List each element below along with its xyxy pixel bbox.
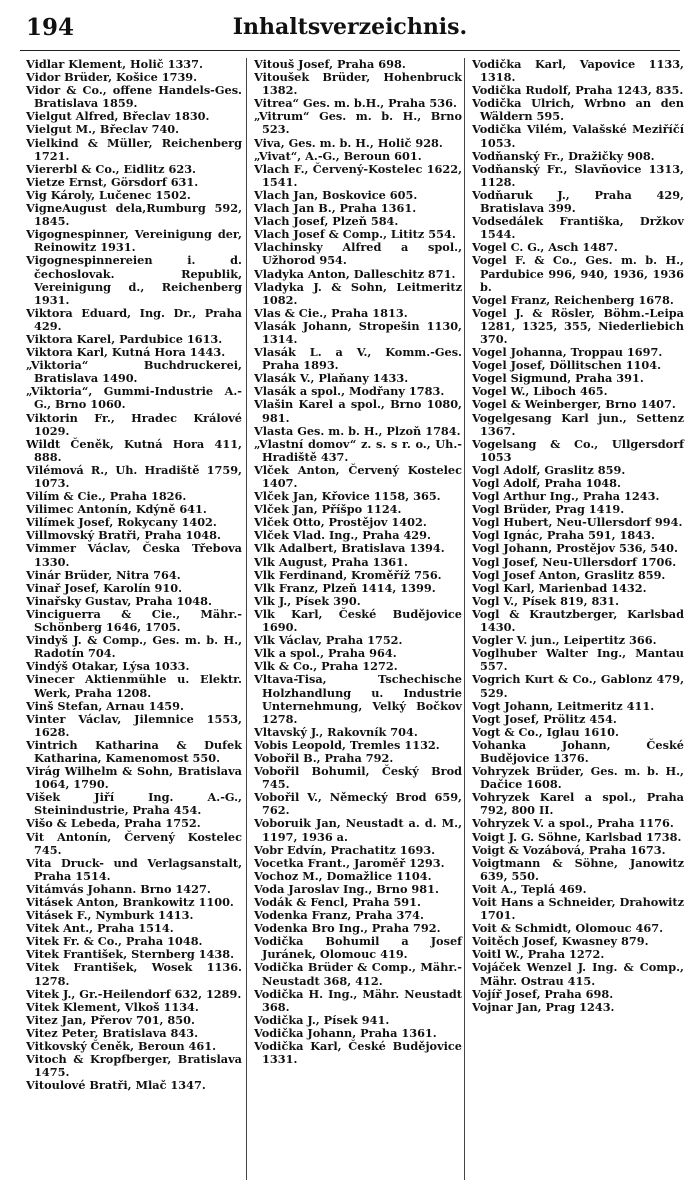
- index-entry: Vitek Klement, Vlkoš 1134.: [26, 999, 199, 1014]
- index-entry: Vindýš Otakar, Lýsa 1033.: [26, 659, 190, 674]
- index-entry: Vogl Arthur Ing., Praha 1243.: [472, 489, 660, 504]
- index-entry: Vitek František, Sternberg 1438.: [26, 947, 235, 962]
- index-entry: „Vivat“, A.-G., Beroun 601.: [254, 148, 422, 163]
- index-entry: Vodňaruk J., Praha 429, Bratislava 399.: [472, 187, 684, 216]
- index-entry: Vogel & Weinberger, Brno 1407.: [472, 397, 676, 412]
- index-entry: Voglhuber Walter Ing., Mantau 557.: [472, 646, 684, 674]
- column-divider: [464, 58, 465, 1180]
- index-entry: Voboruik Jan, Neustadt a. d. M., 1197, 1936 a.: [254, 816, 462, 844]
- index-entry: Vogel Franz, Reichenberg 1678.: [472, 292, 674, 307]
- index-entry: Vogel C. G., Asch 1487.: [472, 240, 618, 255]
- index-entry: Vodička Johann, Praha 1361.: [254, 1025, 437, 1040]
- index-entry: Voitl W., Praha 1272.: [472, 947, 605, 962]
- index-entry: „Viktoria“, Gummi-Industrie A.-G., Brno 1060.: [26, 384, 242, 412]
- index-entry: Vlašin Karel a spol., Brno 1080, 981.: [254, 397, 462, 425]
- index-entry: Voitěch Josef, Kwasney 879.: [472, 934, 649, 949]
- column-divider: [246, 58, 247, 1180]
- index-entry: Vojáček Wenzel J. Ing. & Comp., Mähr. Ostrau 415.: [472, 960, 684, 988]
- index-entry: Vinařsky Gustav, Praha 1048.: [26, 593, 212, 608]
- index-entry: Virág Wilhelm & Sohn, Bratislava 1064, 1790.: [26, 764, 242, 792]
- index-entry: „Viktoria“ Buchdruckerei, Bratislava 1490.: [26, 358, 242, 386]
- index-entry: Vodička Bohumil a Josef Juránek, Olomouc 419.: [254, 934, 462, 962]
- index-entry: Vitez Jan, Přerov 701, 850.: [26, 1012, 195, 1027]
- index-entry: Vlk Adalbert, Bratislava 1394.: [254, 541, 445, 556]
- index-entry: Vintrich Katharina & Dufek Katharina, Kamenomost 550.: [26, 737, 242, 765]
- index-entry: Višo & Lebeda, Praha 1752.: [26, 816, 201, 831]
- index-entry: Vindyš J. & Comp., Ges. m. b. H., Radotín 704.: [26, 633, 242, 661]
- index-entry: Viktora Karel, Pardubice 1613.: [26, 331, 223, 346]
- index-entry: Vlk Václav, Praha 1752.: [254, 633, 403, 648]
- index-entry: Vig Károly, Lučenec 1502.: [26, 187, 191, 202]
- index-entry: Voit & Schmidt, Olomouc 467.: [472, 921, 664, 936]
- index-entry: Vinař Josef, Karolín 910.: [26, 580, 183, 595]
- index-entry: „Vlastní domov“ z. s. s r. o., Uh.-Hradiště 437.: [254, 436, 462, 464]
- page-number: 194: [26, 14, 75, 41]
- index-entry: Vietze Ernst, Görsdorf 631.: [26, 174, 199, 189]
- index-entry: Vinter Václav, Jilemnice 1553, 1628.: [26, 711, 242, 739]
- index-entry: Vitoch & Kropfberger, Bratislava 1475.: [26, 1052, 242, 1080]
- index-entry: Vogel Johanna, Troppau 1697.: [472, 345, 663, 360]
- index-entry: Vlach Josef, Plzeň 584.: [254, 214, 399, 229]
- index-entry: Vlasák Johann, Stropešin 1130, 1314.: [254, 318, 462, 346]
- index-entry: Voit A., Teplá 469.: [472, 881, 587, 896]
- index-entry: Vlach Jan, Boskovice 605.: [254, 187, 418, 202]
- index-entry: Vitrea“ Ges. m. b.H., Praha 536.: [254, 96, 457, 111]
- index-entry: Vodňanský Fr., Dražičky 908.: [472, 148, 655, 163]
- index-entry: Vilémová R., Uh. Hradiště 1759, 1073.: [26, 462, 242, 490]
- index-entry: Vlček Jan, Křovice 1158, 365.: [254, 489, 441, 504]
- index-entry: Vodňanský Fr., Slavňovice 1313, 1128.: [472, 161, 684, 189]
- index-entry: Vigognespinner, Vereinigung der, Reinowitz 1931.: [26, 227, 242, 255]
- index-entry: Voigtmann & Söhne, Janowitz 639, 550.: [472, 855, 684, 883]
- index-entry: Vodička Ulrich, Wrbno an den Wäldern 595.: [472, 96, 684, 124]
- index-entry: Višek Jiří Ing. A.-G., Steinindustrie, Praha 454.: [26, 790, 242, 818]
- index-entry: Vitkovský Čeněk, Beroun 461.: [26, 1039, 217, 1054]
- index-entry: Vobis Leopold, Tremles 1132.: [254, 737, 440, 752]
- index-entry: Vinš Stefan, Arnau 1459.: [26, 698, 184, 713]
- page-header: [20, 8, 680, 46]
- index-entry: Vitek Fr. & Co., Praha 1048.: [26, 934, 203, 949]
- index-entry: Vlk a spol., Praha 964.: [254, 646, 397, 661]
- index-entry: Vlasta Ges. m. b. H., Plzoň 1784.: [254, 423, 461, 438]
- index-entry: Vlach Josef & Comp., Lititz 554.: [254, 227, 456, 242]
- index-entry: Vit Antonín, Červený Kostelec 745.: [26, 829, 242, 857]
- index-entry: Vitásek Anton, Brankowitz 1100.: [26, 895, 234, 909]
- index-entry: Vlček Vlad. Ing., Praha 429.: [254, 528, 431, 543]
- index-entry: Vogel Josef, Döllitschen 1104.: [472, 358, 662, 373]
- index-entry: Vilímek Josef, Rokycany 1402.: [26, 515, 217, 530]
- header-rule: [20, 50, 680, 51]
- index-entry: Vohanka Johann, České Budějovice 1376.: [472, 737, 684, 765]
- index-entry: Vitek J., Gr.-Heilendorf 632, 1289.: [26, 986, 242, 1001]
- index-entry: Viktora Eduard, Ing. Dr., Praha 429.: [26, 305, 242, 333]
- index-entry: Vlach F., Červený-Kostelec 1622, 1541.: [254, 161, 462, 189]
- index-entry: Viva, Ges. m. b. H., Holič 928.: [254, 135, 443, 150]
- index-entry: Vlk & Co., Praha 1272.: [254, 659, 398, 674]
- index-entry: Vogl Johann, Prostějov 536, 540.: [472, 541, 678, 556]
- index-entry: Vogl Adolf, Graslitz 859.: [472, 462, 626, 477]
- index-entry: Vodička Brüder & Comp., Mähr.-Neustadt 368, 412.: [254, 960, 462, 988]
- index-entry: Vocetka Frant., Jaroměř 1293.: [254, 855, 445, 870]
- index-entry: Vogt & Co., Iglau 1610.: [472, 724, 619, 739]
- index-entry: Vodička Vilém, Valašské Meziříčí 1053.: [472, 122, 684, 150]
- index-entry: Vogl Ignác, Praha 591, 1843.: [472, 528, 655, 543]
- index-entry: Viktorin Fr., Hradec Králové 1029.: [26, 410, 242, 438]
- index-entry: Vinciguerra & Cie., Mähr.-Schönberg 1646, 1705.: [26, 606, 242, 635]
- index-entry: Vlas & Cie., Praha 1813.: [254, 305, 408, 320]
- index-entry: Vodička Rudolf, Praha 1243, 835.: [472, 83, 684, 98]
- index-entry: Vohryzek Karel a spol., Praha 792, 800 II.: [472, 790, 684, 818]
- index-entry: „Vitrum“ Ges. m. b. H., Brno 523.: [254, 109, 462, 137]
- index-entry: Vilím & Cie., Praha 1826.: [26, 489, 187, 504]
- index-entry: Vodička H. Ing., Mähr. Neustadt 368.: [254, 986, 462, 1014]
- index-entry: Vilimec Antonín, Kdýně 641.: [26, 502, 207, 517]
- index-entry: Voigt J. G. Söhne, Karlsbad 1738.: [472, 829, 682, 844]
- index-entry: Vogt Johann, Leitmeritz 411.: [472, 698, 655, 713]
- index-entry: Vlasák L. a V., Komm.-Ges. Praha 1893.: [254, 345, 462, 373]
- index-entry: Vitek Ant., Praha 1514.: [26, 921, 174, 936]
- index-entry: Vimmer Václav, Česka Třebova 1330.: [26, 541, 242, 569]
- index-entry: Vogl Adolf, Praha 1048.: [472, 476, 621, 490]
- index-entry: Vitoulové Bratři, Mlač 1347.: [26, 1078, 206, 1093]
- index-entry: Vodenka Franz, Praha 374.: [254, 908, 424, 923]
- page-title: Inhaltsverzeichnis.: [232, 14, 468, 40]
- index-entry: Vobořil Bohumil, Český Brod 745.: [254, 764, 462, 792]
- index-entry: Vlasák a spol., Modřany 1783.: [254, 384, 445, 399]
- index-entry: Vodák & Fencl, Praha 591.: [254, 895, 421, 909]
- index-entry: Vodička Karl, Vapovice 1133, 1318.: [472, 57, 684, 85]
- index-entry: Vltavský J., Rakovník 704.: [254, 724, 418, 739]
- index-column-1: [26, 58, 242, 1092]
- index-entry: Vogl Josef Anton, Graslitz 859.: [472, 567, 666, 582]
- index-entry: Vogelgesang Karl jun., Settenz 1367.: [472, 410, 684, 438]
- index-entry: Vlachinsky Alfred a spol., Užhorod 954.: [254, 240, 462, 268]
- index-entry: Vinár Brüder, Nitra 764.: [26, 567, 181, 582]
- index-entry: Vogel J. & Rösler, Böhm.-Leipa 1281, 1325, 355, Niederliebich 370.: [472, 305, 684, 346]
- index-entry: Vigognespinnereien i. d. čechoslovak. Republik, Vereinigung d., Reichenberg 1931.: [26, 253, 242, 307]
- index-entry: Vodička Karl, České Budějovice 1331.: [254, 1039, 462, 1067]
- index-entry: Vochoz M., Domažlice 1104.: [254, 868, 432, 883]
- index-entry: Vodička J., Písek 941.: [254, 1012, 390, 1027]
- index-entry: Vogrich Kurt & Co., Gablonz 479, 529.: [472, 672, 684, 700]
- index-entry: Vogl Josef, Neu-Ullersdorf 1706.: [472, 554, 677, 569]
- index-entry: Villmovský Bratři, Praha 1048.: [26, 528, 221, 543]
- index-entry: Vlk J., Písek 390.: [254, 593, 361, 608]
- index-column-3: [472, 58, 684, 1014]
- index-entry: Vlček Otto, Prostějov 1402.: [254, 515, 427, 530]
- index-entry: Vladyka J. & Sohn, Leitmeritz 1082.: [254, 279, 462, 307]
- index-entry: Vogelsang & Co., Ullgersdorf 1053: [472, 436, 684, 464]
- index-entry: Vlach Jan B., Praha 1361.: [254, 201, 417, 216]
- index-entry: Vohryzek Brüder, Ges. m. b. H., Dačice 1608.: [472, 764, 684, 792]
- index-entry: Wildt Čeněk, Kutná Hora 411, 888.: [26, 436, 242, 464]
- index-entry: VigneAugust dela,Rumburg 592, 1845.: [26, 201, 242, 229]
- index-entry: Vlček Anton, Červený Kostelec 1407.: [254, 462, 462, 490]
- index-entry: Vobořil V., Německý Brod 659, 762.: [254, 790, 462, 818]
- index-entry: Vojnar Jan, Prag 1243.: [472, 999, 615, 1014]
- index-entry: Vlk Ferdinand, Kroměříž 756.: [254, 567, 442, 582]
- index-entry: Vladyka Anton, Dalleschitz 871.: [254, 266, 456, 281]
- index-entry: Vogl & Krautzberger, Karlsbad 1430.: [472, 606, 684, 635]
- index-entry: Vidor Brüder, Košice 1739.: [26, 70, 198, 85]
- index-entry: Vogl Hubert, Neu-Ullersdorf 994.: [472, 515, 683, 530]
- index-entry: Vogl Karl, Marienbad 1432.: [472, 580, 647, 595]
- index-entry: Vogler V. jun., Leipertitz 366.: [472, 633, 657, 648]
- index-entry: Vitásek F., Nymburk 1413.: [26, 908, 194, 923]
- index-entry: Vielgut M., Břeclav 740.: [26, 122, 180, 137]
- index-entry: Vlk Franz, Plzeň 1414, 1399.: [254, 580, 436, 595]
- index-entry: Voit Hans a Schneider, Drahowitz 1701.: [472, 895, 684, 923]
- index-entry: Vltava-Tisa, Tschechische Holzhandlung u. Industrie Unternehmung, Velký Bočkov 1278.: [254, 672, 462, 726]
- index-entry: Vohryzek V. a spol., Praha 1176.: [472, 816, 674, 831]
- index-entry: Vlasák V., Plaňany 1433.: [254, 371, 409, 386]
- index-entry: Vojíř Josef, Praha 698.: [472, 986, 614, 1001]
- index-entry: Voigt & Vozábová, Praha 1673.: [472, 842, 666, 857]
- index-entry: Vogel F. & Co., Ges. m. b. H., Pardubice 996, 940, 1936, 1936 b.: [472, 253, 684, 294]
- index-entry: Vinecer Aktienmühle u. Elektr. Werk, Praha 1208.: [26, 672, 242, 700]
- index-entry: Vitouš Josef, Praha 698.: [254, 57, 406, 71]
- index-entry: Vidlar Klement, Holič 1337.: [26, 57, 203, 71]
- index-entry: Viererbl & Co., Eidlitz 623.: [26, 161, 196, 176]
- index-entry: Vlk August, Praha 1361.: [254, 554, 408, 569]
- index-entry: Vielgut Alfred, Břeclav 1830.: [26, 109, 210, 124]
- index-entry: Vlček Jan, Příšpo 1124.: [254, 502, 402, 517]
- index-entry: Voda Jaroslav Ing., Brno 981.: [254, 881, 439, 896]
- index-entry: Vlk Karl, České Budějovice 1690.: [254, 606, 462, 635]
- index-entry: Viktora Karl, Kutná Hora 1443.: [26, 345, 226, 360]
- index-entry: Vogel Sigmund, Praha 391.: [472, 371, 644, 386]
- index-entry: Vogel W., Liboch 465.: [472, 384, 608, 399]
- index-entry: Vodsedálek Františka, Držkov 1544.: [472, 214, 684, 242]
- index-entry: Vogl V., Písek 819, 831.: [472, 593, 620, 608]
- index-entry: Vogl Brüder, Prag 1419.: [472, 502, 625, 517]
- index-entry: Vogt Josef, Prölitz 454.: [472, 711, 617, 726]
- index-entry: Vitez Peter, Bratislava 843.: [26, 1025, 199, 1040]
- index-entry: Vitoušek Brüder, Hohenbruck 1382.: [254, 70, 462, 98]
- index-entry: Vobořil B., Praha 792.: [254, 750, 394, 765]
- index-entry: Vobr Edvín, Prachatitz 1693.: [254, 842, 436, 857]
- index-entry: Vitámvás Johann. Brno 1427.: [26, 881, 211, 896]
- index-column-2: [254, 58, 462, 1066]
- index-entry: Vita Druck- und Verlagsanstalt, Praha 1514.: [26, 855, 242, 883]
- index-entry: Vidor & Co., offene Handels-Ges. Bratislava 1859.: [26, 83, 242, 111]
- index-entry: Vielkind & Müller, Reichenberg 1721.: [26, 135, 242, 163]
- index-entry: Vitek František, Wosek 1136. 1278.: [26, 960, 242, 988]
- index-entry: Vodenka Bro Ing., Praha 792.: [254, 921, 441, 936]
